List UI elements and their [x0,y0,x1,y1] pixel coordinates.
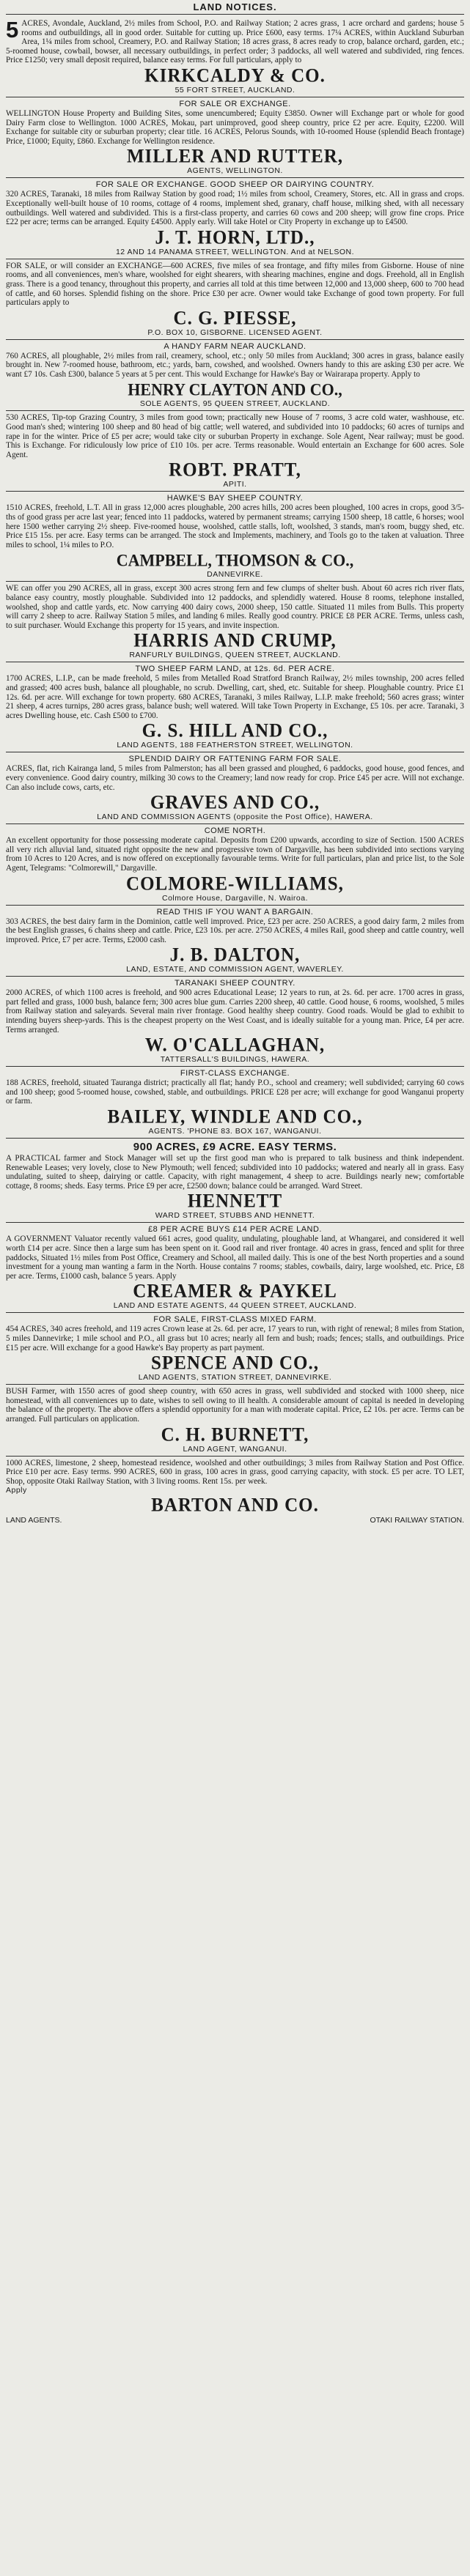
ad-body: 2000 ACRES, of which 1100 acres is freehold, and 900 acres Educational Lease; 12 years to run, at 2s. 6d. per acre. 1700 acres in grass, part felled and grass, 1000 bush, balance fern; 300 acres blue gum. Carries 2200 sheep, 40 cattle. Good house, 6 rooms, woolshed, 5 miles from Railway station and saleyards. Several main river frontage. Good healthy sheep country. Good roads. Would be glad to exhibit to intending buyers sheep-yards. This is the cheapest property on the West Coast, and is ideally suitable for a young man. Price, £4 per acre. Terms arranged. [6,988,464,1035]
advertiser-address: LAND AND ESTATE AGENTS, 44 QUEEN STREET, AUCKLAND. [113,1301,357,1311]
advertiser-address: AGENTS. 'PHONE 83. BOX 167, WANGANUI. [148,1127,322,1136]
advertiser-name: BAILEY, WINDLE AND CO., [107,1106,363,1128]
advertiser-name: C. G. PIESSE, [173,307,297,329]
ad-heading: TWO SHEEP FARM LAND, at 12s. 6d. PER ACRE. [135,665,335,674]
ad-apply-note: Apply [6,1486,27,1495]
footer-right: OTAKI RAILWAY STATION. [370,1516,464,1525]
advertiser-name: C. H. BURNETT, [161,1424,309,1446]
advertiser-name: GRAVES AND CO., [150,792,320,813]
ad-heading: COME NORTH. [204,826,266,836]
advertiser-address: 55 FORT STREET, AUCKLAND. [175,85,295,95]
ad-body: 5 ACRES, Avondale, Auckland, 2½ miles from School, P.O. and Railway Station; 2 acres grass, 1 acre orchard and gardens; house 5 rooms and outbuildings, all in good order. Suitable for cutting up. Price £600, easy terms. 17¼ ACRES, within Auckland Suburban Area, 1¼ miles from school, Creamery, P.O. and Railway Station; 18 acres grass, 8 acres ready to crop, balance orchard, garden, etc.; 5-roomed house, cowbail, bowser, all necessary outbuildings, in perfect order; 3 paddocks, all well watered and subdivided, ring fences. Price £1250; very small deposit required, balance easy terms. For full particulars, apply to [6,17,464,65]
advertiser-address: LAND, ESTATE, AND COMMISSION AGENT, WAVERLEY. [126,965,344,974]
ad-heading: FIRST-CLASS EXCHANGE. [180,1069,290,1078]
advertiser-name: CREAMER & PAYKEL [133,1281,337,1303]
ad-dalton [6,906,464,977]
ad-horn [6,178,464,259]
ad-body: A PRACTICAL farmer and Stock Manager will set up the first good man who is prepared to talk business and think independent. Renewable Leases; very lovely, close to New Plymouth; well fenced; subdivided into 10 paddocks; watered and nearly all in grass. Easy undulating, suited to sheep, dairying or cattle. Capacity, with right management, 4 sheep to acre. Buildings nearly new; comfortable cottage, 8 rooms; sheds. Easy terms. Price £9 per acre, £2500 down; balance could be arranged. Ward Street. [6,1154,464,1191]
advertiser-name: COLMORE-WILLIAMS, [126,873,344,895]
advertiser-name: ROBT. PRATT, [169,459,301,481]
ad-heading: TARANAKI SHEEP COUNTRY. [175,979,295,988]
ad-heading: FOR SALE, FIRST-CLASS MIXED FARM. [153,1315,317,1325]
ad-heading: HAWKE'S BAY SHEEP COUNTRY. [166,494,304,503]
ad-body: ACRES, flat, rich Kairanga land, 5 miles from Palmerston; has all been grassed and ploughed, 6 paddocks, good house, good fences, and every convenience. Good dairy country, milking 30 cows to the Creamery; land now ready for crop. Price £45 per acre. Will not exchange. Can also include cows, carts, etc. [6,764,464,792]
ad-spence [6,1313,464,1385]
ad-body: 320 ACRES, Taranaki, 18 miles from Railway Station by good road; 1½ miles from school, Creamery, Stores, etc. All in grass and crops. Exceptionally well-built house of 10 rooms, cottage of 4 rooms, implement shed, granary, chaff house, milking shed, with all necessary outbuildings. Well watered and subdivided. This is a first-class property, and carries 60 cows and 200 sheep; will grow fine crops. Price £22 per acre; terms can be arranged. Equity £4500. Apply early. Will take Hotel or City Property in exchange up to £4500. [6,190,464,227]
advertiser-address: LAND AGENTS, STATION STREET, DANNEVIRKE. [138,1373,332,1383]
ad-body: 530 ACRES, Tip-top Grazing Country, 3 miles from good town; practically new House of 7 rooms, 3 acre cold water, washhouse, etc. Good man's shed; wintering 100 sheep and 80 head of big cattle; well watered, and subdivided into 10 paddocks; 60 acres of turnips and rape in for the winter. Price of £5 per acre; would take city or suburban Property in exchange. Sole Agent, Near railway; must be good. This is Exchange. For ridiculously low price of £10 10s. per acre. Terms reasonable. Would entertain an Exchange for 600 acres. Sole Agent. [6,413,464,459]
ad-body: 303 ACRES, the best dairy farm in the Dominion, cattle well improved. Price, £23 per acre. 250 ACRES, a good dairy farm, 2 miles from the best English grasses, 6 chains sheep and cattle. Price, £23 10s. per acre. 2750 ACRES, 4 miles Rail, good sheep and cattle country, well improved. Price, £7 per acre. Terms, £2000 cash. [6,917,464,944]
ad-pratt [6,411,464,492]
ad-harris-crump [6,582,464,662]
ad-heading: FOR SALE OR EXCHANGE. GOOD SHEEP OR DAIRYING COUNTRY. [95,180,375,190]
ad-body: 1000 ACRES, limestone, 2 sheep, homestead residence, woolshed and other outbuildings; 3 miles from Railway Station and Post Office. Price £10 per acre. Easy terms. 990 ACRES, 600 in grass, 100 acres in grass, good carrying capacity, with stock. £5 per acre. TO LET, Shop, opposite Otaki Railway Station, with 3 living rooms. Rent 15s. per week. [6,1458,464,1486]
ad-hill [6,662,464,752]
ad-heading: SPLENDID DAIRY OR FATTENING FARM FOR SALE. [128,755,342,764]
ad-body: A GOVERNMENT Valuator recently valued 661 acres, good quality, undulating, ploughable land, at Whangarei, and considered it well worth £14 per acre. Since then a large sum has been spent on it. Good rail and river frontage. 40 acres in grass, fenced and split for three paddocks, Situated 1½ miles from Post Office, Creamery and School, all mailed daily. This is one of the best North properties and a sound investment for a young man wanting a farm in the North. House contains 7 rooms; stables, cowbails, dairy, large woolshed, etc. Price, £8 per acre. Terms, £1000 cash, balance 5 years. Apply [6,1235,464,1281]
ad-900-acres [6,1139,464,1223]
ad-piesse [6,259,464,340]
advertiser-address: WARD STREET, STUBBS AND HENNETT. [155,1211,315,1221]
drop-number: 5 [6,17,19,42]
ad-creamer-paykel [6,1223,464,1313]
column-header: LAND NOTICES. [6,1,464,15]
advertiser-name: SPENCE AND CO., [151,1352,319,1374]
advertiser-footer [6,1516,464,1525]
ad-heading: FOR SALE OR EXCHANGE. [179,99,291,108]
ad-colmore-williams [6,824,464,905]
ad-body: An excellent opportunity for those possessing moderate capital. Deposits from £200 upwards, according to size of Section. 1500 ACRES all very rich alluvial land, situated right opposite the new and progressive town of Dargaville, has been subdivided into sections varying from 10 Acres to 120 Acres, and is now offered on exceptionally favourable terms. Write for full particulars, plan and price list, to the Sole Agent, Telegrams: "Colmorewill," Dargaville. [6,836,464,873]
advertiser-address: LAND AGENTS, 188 FEATHERSTON STREET, WELLINGTON. [117,741,353,750]
advertiser-address: 12 AND 14 PANAMA STREET, WELLINGTON. And at NELSON. [115,247,355,256]
ad-body: 1700 ACRES, L.I.P., can be made freehold, 5 miles from Metalled Road Stratford Branch Railway, 2½ miles township, 200 acres felled and grassed; 400 acres bush, balance all ploughable, no scrub. Dwelling, cart, shed, etc. Suitable for sheep. Ploughable country. Price £1 12s. 6d. per acre. Will exchange for town property. 680 ACRES, Taranaki, 3 miles Railway, L.I.P. make freehold; 560 acres grass; winter 21 sheep, 4 acres turnips, 280 acres grass, balance bush; well watered. Will take Town Property in Exchange, £5 10s. per acre. Taranaki, 3 acres Dwelling house, etc. Cash £500 to £700. [6,674,464,720]
ad-miller-rutter [6,97,464,178]
ad-graves [6,752,464,824]
advertiser-name: HENRY CLAYTON AND CO., [128,380,342,400]
ad-body: 760 ACRES, all ploughable, 2½ miles from rail, creamery, school, etc.; only 50 miles from Auckland; 300 acres in grass, balance easily brought in. New 7-roomed house, bathroom, etc.; yards, barn, cowshed, and woolshed. Owners handy to this are asking £30 per acre. We want £7 10s. Cash £300, balance 5 years at 5 per cent. This would Exchange for Hawke's Bay or Wairarapa property. Apply to [6,351,464,379]
advertiser-address: Colmore House, Dargaville, N. Wairoa. [161,893,308,903]
advertiser-name: W. O'CALLAGHAN, [144,1035,326,1056]
advertiser-name: J. T. HORN, LTD., [155,227,315,248]
ad-body: FOR SALE, or will consider an EXCHANGE—600 ACRES, five miles of sea frontage, and fifty miles from Gisborne. House of nine rooms, and all conveniences, men's whare, woolshed for eight shearers, with shearing machines, engine and dogs. Freehold, all in English grass. There is a good tenancy, throughout this property, and carries all told at this time between 12,000 and 13,000 sheep, 600 to 700 head of cattle, and 60 horses. Splendid fishing on the shore. Price £30 per acre. Owner would take Exchange of good town property. For full particulars apply to [6,261,464,308]
advertiser-address: LAND AND COMMISSION AGENTS (opposite the Post Office), HAWERA. [97,813,373,822]
ad-heading: 900 ACRES, £9 ACRE. EASY TERMS. [133,1141,337,1154]
ad-body: BUSH Farmer, with 1550 acres of good sheep country, with 650 acres in grass, well subdivided and stocked with 1000 sheep, nice homestead, with all conveniences up to date, wishes to sell owing to ill health. A considerable amount of capital is needed in developing the balance of the property. The above offers a splendid opportunity for a man with moderate capital. Price, £2 10s. per acre. Terms can be arranged. Full particulars on application. [6,1387,464,1424]
ad-body: WE can offer you 290 ACRES, all in grass, except 300 acres strong fern and few clumps of shelter bush. About 60 acres rich river flats, balance easy country, mostly ploughable. Subdivided into 12 paddocks, and splendidly watered. House 8 rooms, telephone installed, woolshed, shop and cattle yards, etc. Now carrying 400 dairy cows, 2000 sheep, 150 cattle. Situated 11 miles from Bulls. This property will carry 2 sheep to acre. Railway Station 5 miles, and landing 6 miles. Really good country. PRICE £8 PER ACRE. Terms, unless cash, to suit purchaser. Would Exchange this property for 15 years, and invite inspection. [6,584,464,630]
ad-body: 188 ACRES, freehold, situated Tauranga district; practically all flat; handy P.O., school and creamery; well subdivided; carrying 60 cows and 100 sheep; good 5-roomed house, cowshed, stable, and outbuildings. PRICE £28 per acre; will exchange for good Wanganui property or farm. [6,1078,464,1106]
ad-ocallaghan [6,977,464,1067]
advertiser-name: KIRKCALDY & CO. [144,65,326,86]
advertiser-name: HARRIS AND CRUMP, [133,630,337,652]
ad-bailey-windle [6,1067,464,1139]
advertiser-name: G. S. HILL AND CO., [142,720,328,741]
advertiser-name: J. B. DALTON, [169,944,301,966]
advertiser-address: RANFURLY BUILDINGS, QUEEN STREET, AUCKLAND. [129,651,341,660]
ad-body: WELLINGTON House Property and Building Sites, some unencumbered; Equity £3850. Owner will Exchange part or whole for good Dairy Farm close to Wellington. 1000 ACRES, Mokau, part unimproved, good sheep country, price £2 per acre. Equity, £2200. Will Exchange for suitable city or suburban property; clear title. 16 ACRES, Pelorus Sounds, with 10-roomed House (splendid Beach frontage) Price, £1000; Equity, £860. Exchange for Wellington residence. [6,108,464,146]
ad-body: 1510 ACRES, freehold, L.T. All in grass 12,000 acres ploughable, 200 acres hills, 200 acres been ploughed, 100 acres in crops, good 3/5-ths of good grass per acre last year; fenced into 11 paddocks, watered by permanent streams; carrying 1500 sheep, 18 cattle, 6 horses; wool here 1500 wether carrying 2½ sheep. Five-roomed house, woolshed, cattle stalls, loft, woolshed, 3 stands, man's room, buggy shed, etc. Price £15 15s. per acre. Easy terms can be arranged. The stock and Implements, machinery, and Tools go to the taken at valuation. Three miles to school, 1¼ miles to P.O. [6,503,464,549]
ad-heading: A HANDY FARM NEAR AUCKLAND. [164,341,306,351]
advertiser-address: LAND AGENT, WANGANUI. [183,1444,287,1454]
ad-barton [6,1457,464,1528]
ad-heading: READ THIS IF YOU WANT A BARGAIN. [156,907,314,917]
ad-burnett [6,1385,464,1456]
advertiser-name: BARTON AND CO. [151,1495,319,1516]
advertiser-name: CAMPBELL, THOMSON & CO., [116,550,354,571]
ad-campbell-thomson [6,492,464,582]
advertiser-name: MILLER AND RUTTER, [126,146,344,167]
advertiser-address: AGENTS, WELLINGTON. [187,166,283,176]
ad-clayton [6,340,464,412]
advertiser-address: DANNEVIRKE. [207,570,263,580]
advertiser-address: APITI. [223,480,247,489]
advertiser-name: HENNETT [187,1191,283,1213]
advertiser-address: TATTERSALL'S BUILDINGS, HAWERA. [160,1055,310,1065]
ad-kirkcaldy [6,17,464,97]
ad-body: 454 ACRES, 340 acres freehold, and 119 acres Crown lease at 2s. 6d. per acre, 17 years to run, with right of renewal; 8 miles from Station, 5 miles Dannevirke; 1 mile school and P.O., all grass but 10 acres; nearly all fern and bush; roads; fences; stalls, and outbuildings. Price £15 per acre. Will exchange for a good Hawke's Bay property as part payment. [6,1325,464,1352]
advertiser-address: SOLE AGENTS, 95 QUEEN STREET, AUCKLAND. [139,399,331,409]
footer-left: LAND AGENTS. [6,1516,62,1525]
ad-heading: £8 PER ACRE BUYS £14 PER ACRE LAND. [148,1225,322,1235]
advertiser-address: P.O. BOX 10, GISBORNE. LICENSED AGENT. [147,327,323,337]
